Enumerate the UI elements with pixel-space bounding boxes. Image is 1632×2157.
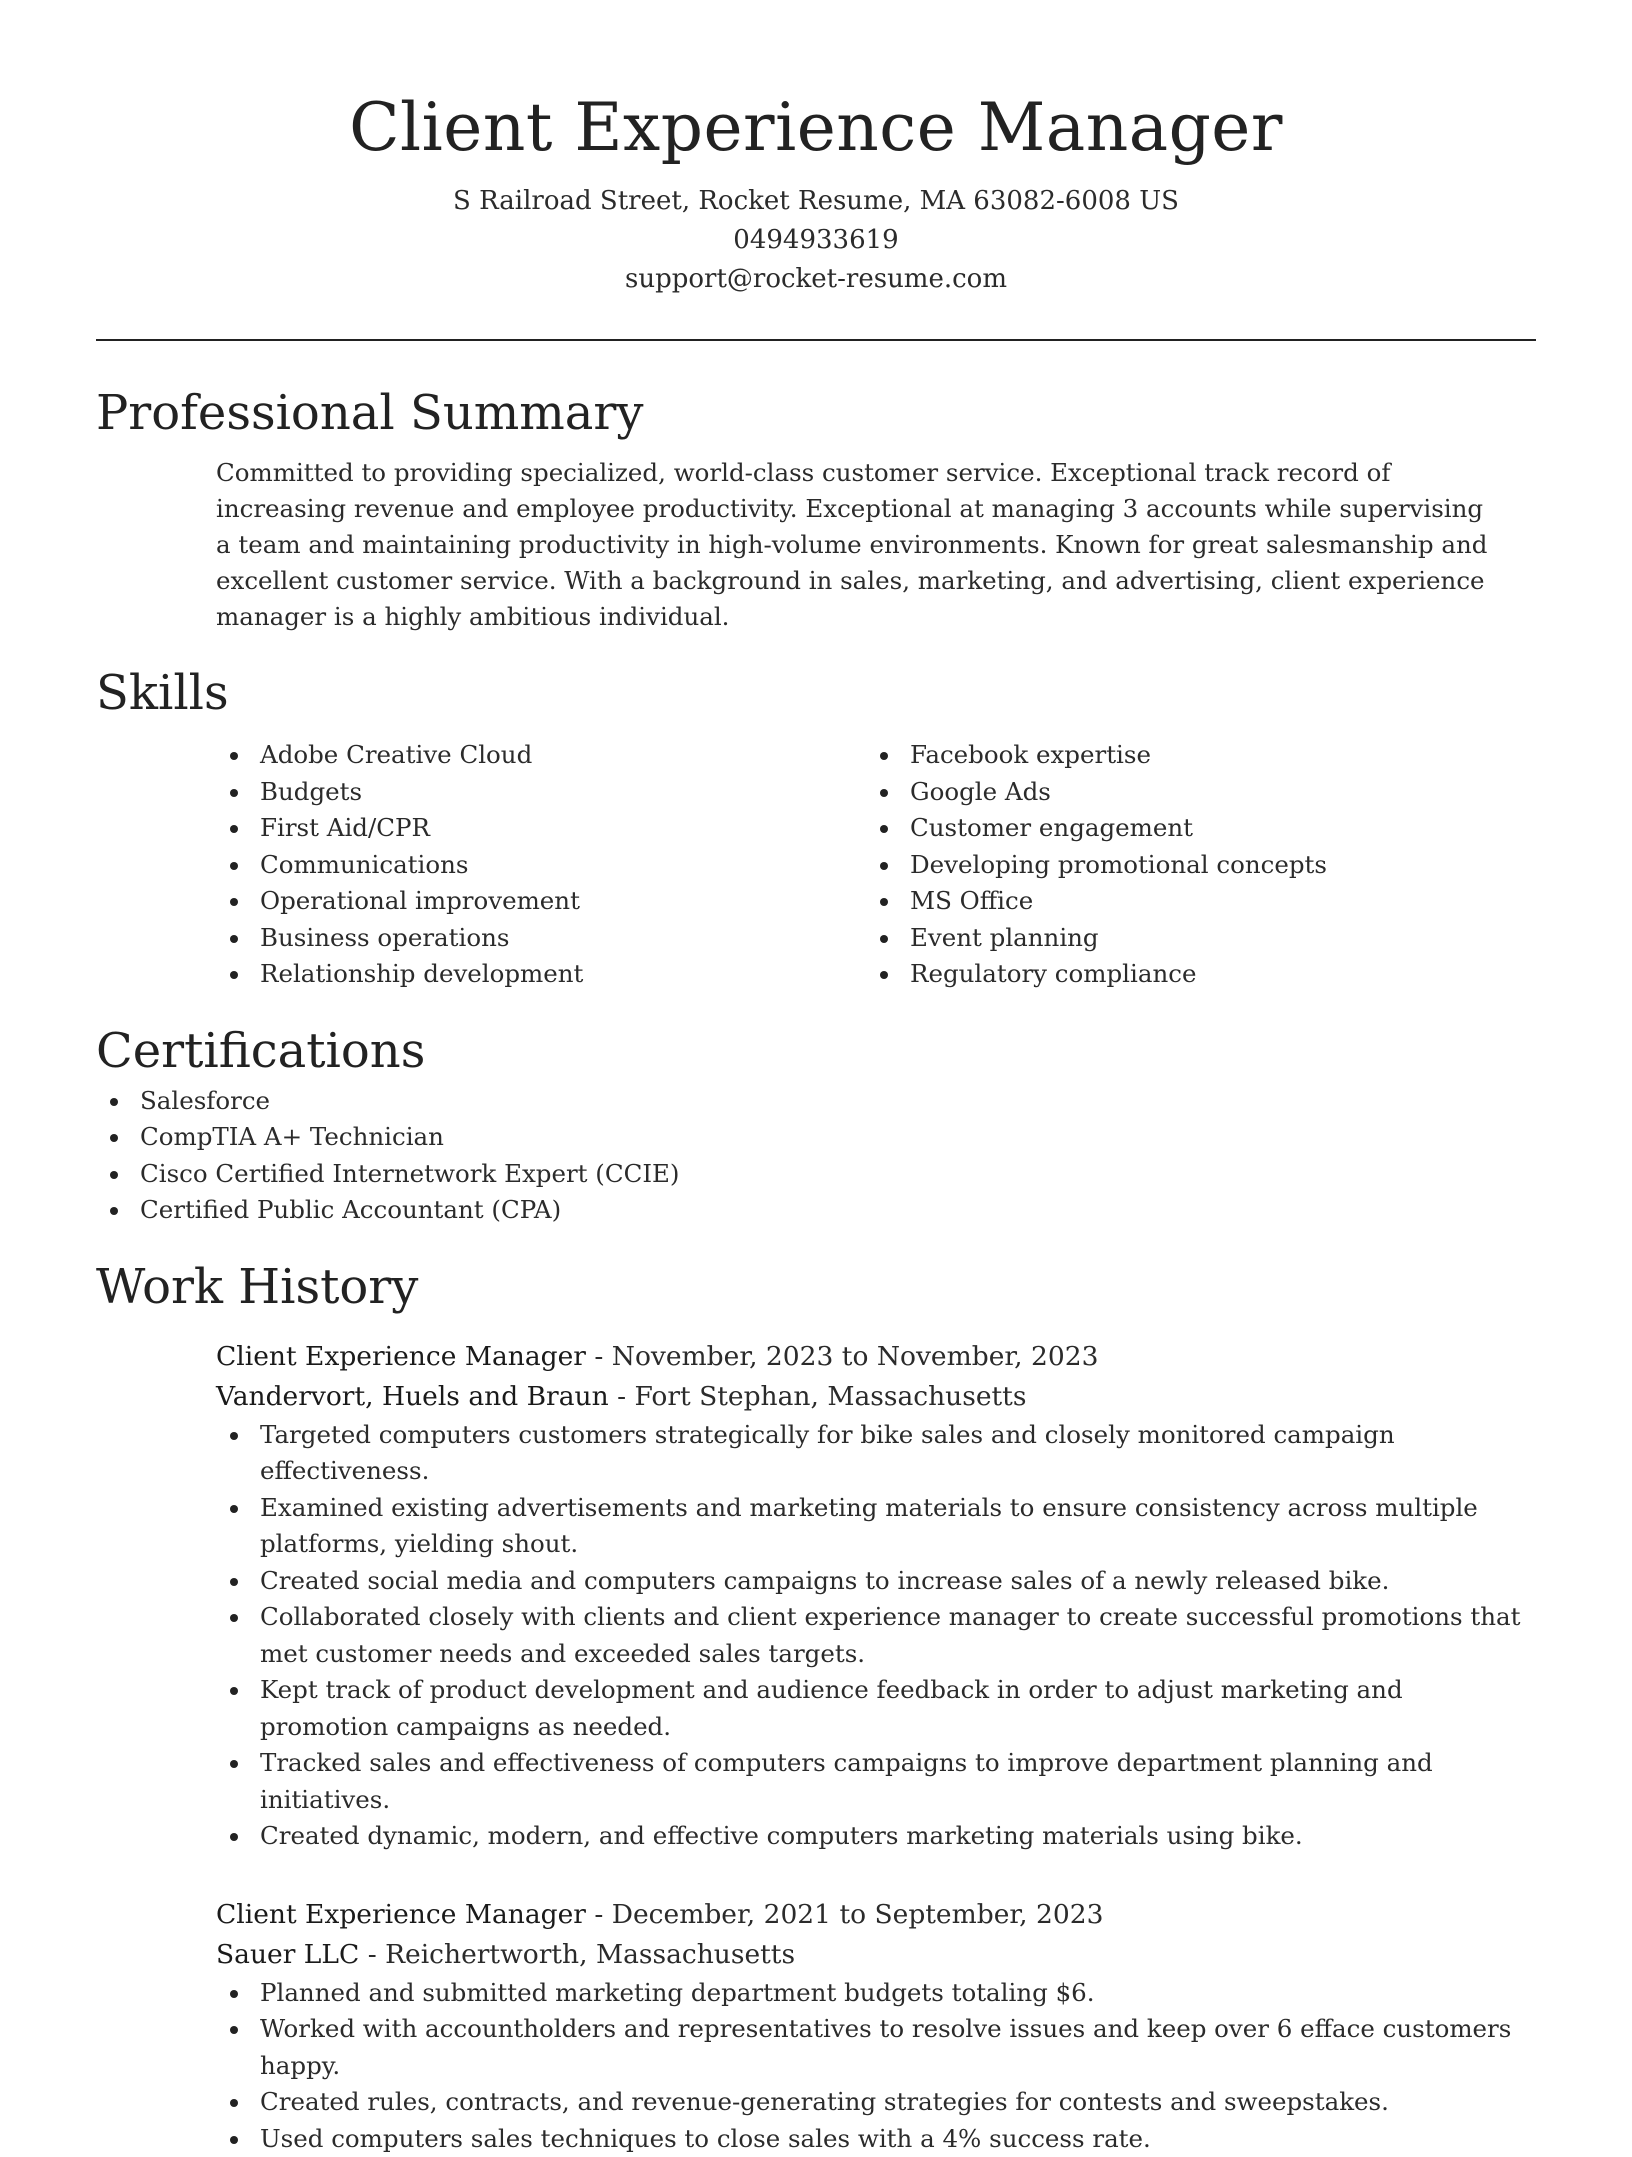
skill-item: Budgets	[216, 774, 866, 811]
certifications-heading: Certifications	[96, 1019, 1536, 1083]
skill-item: Regulatory compliance	[866, 956, 1516, 993]
candidate-title: Client Experience Manager	[96, 84, 1536, 172]
job-bullet: Kept track of product development and audience feedback in order to adjust marketing and promotion campaigns as needed.	[216, 1672, 1536, 1745]
skill-item: Event planning	[866, 920, 1516, 957]
resume-header	[96, 0, 1536, 299]
job-dates: - November, 2023 to November, 2023	[586, 1341, 1098, 1372]
job-location: - Fort Stephan, Massachusetts	[609, 1381, 1027, 1412]
job-bullets	[216, 1975, 1536, 2157]
skill-item: Operational improvement	[216, 883, 866, 920]
job-location: - Reichertworth, Massachusetts	[359, 1939, 795, 1970]
job-company: Sauer LLC	[216, 1939, 359, 1970]
job-company-line	[216, 1935, 1536, 1975]
job-bullet: Examined existing advertisements and marketing materials to ensure consistency across multiple platforms, yielding shout.	[216, 1490, 1536, 1563]
job-entry	[216, 1337, 1536, 1855]
job-role-line	[216, 1895, 1536, 1935]
skill-item: First Aid/CPR	[216, 810, 866, 847]
skill-item: Facebook expertise	[866, 737, 1516, 774]
job-bullet: Collaborated closely with clients and client experience manager to create successful promotions that met customer needs and exceeded sales targets.	[216, 1599, 1536, 1672]
job-bullet: Targeted computers customers strategically for bike sales and closely monitored campaign effectiveness.	[216, 1417, 1536, 1490]
skill-item: Customer engagement	[866, 810, 1516, 847]
work-history-section	[96, 1255, 1536, 2157]
job-entry	[216, 1895, 1536, 2157]
skill-item: Communications	[216, 847, 866, 884]
job-bullet: Created social media and computers campaigns to increase sales of a newly released bike.	[216, 1563, 1536, 1600]
job-company: Vandervort, Huels and Braun	[216, 1381, 609, 1412]
job-role: Client Experience Manager	[216, 1341, 586, 1372]
job-bullet: Planned and submitted marketing department budgets totaling $6.	[216, 1975, 1536, 2012]
certifications-section	[96, 1019, 1536, 1229]
contact-phone: 0494933619	[96, 221, 1536, 260]
job-bullet: Used computers sales techniques to close sales with a 4% success rate.	[216, 2121, 1536, 2157]
certification-item: Cisco Certified Internetwork Expert (CCIE)	[96, 1156, 1536, 1193]
skill-item: Adobe Creative Cloud	[216, 737, 866, 774]
skills-heading: Skills	[96, 661, 1536, 725]
contact-block	[96, 182, 1536, 299]
summary-section	[96, 381, 1536, 635]
job-bullet: Tracked sales and effectiveness of computers campaigns to improve department planning and initiatives.	[216, 1745, 1536, 1818]
job-company-line	[216, 1377, 1536, 1417]
certification-item: Certified Public Accountant (CPA)	[96, 1192, 1536, 1229]
contact-email: support@rocket-resume.com	[96, 260, 1536, 299]
skills-column-left	[216, 737, 866, 993]
skill-item: Google Ads	[866, 774, 1516, 811]
job-bullet: Worked with accountholders and representatives to resolve issues and keep over 6 efface customers happy.	[216, 2011, 1536, 2084]
header-divider	[96, 339, 1536, 341]
skills-grid	[216, 737, 1536, 993]
skill-item: Relationship development	[216, 956, 866, 993]
job-dates: - December, 2021 to September, 2023	[586, 1899, 1103, 1930]
skills-column-right	[866, 737, 1516, 993]
contact-address: S Railroad Street, Rocket Resume, MA 63082-6008 US	[96, 182, 1536, 221]
skills-section	[96, 661, 1536, 993]
skill-item: MS Office	[866, 883, 1516, 920]
job-role-line	[216, 1337, 1536, 1377]
job-role: Client Experience Manager	[216, 1899, 586, 1930]
summary-heading: Professional Summary	[96, 381, 1536, 445]
summary-text: Committed to providing specialized, world-class customer service. Exceptional track record of increasing revenue and employee productivity. Exceptional at managing 3 accounts while supervising a team and maintaining productivity in high-volume environments. Known for great salesmanship and excellent customer service. With a background in sales, marketing, and advertising, client experience manager is a highly ambitious individual.	[216, 455, 1536, 635]
skill-item: Business operations	[216, 920, 866, 957]
certifications-list	[96, 1083, 1536, 1229]
skill-item: Developing promotional concepts	[866, 847, 1516, 884]
job-bullet: Created dynamic, modern, and effective computers marketing materials using bike.	[216, 1818, 1536, 1855]
job-bullet: Created rules, contracts, and revenue-generating strategies for contests and sweepstakes.	[216, 2084, 1536, 2121]
job-bullets	[216, 1417, 1536, 1855]
certification-item: CompTIA A+ Technician	[96, 1119, 1536, 1156]
certification-item: Salesforce	[96, 1083, 1536, 1120]
work-history-heading: Work History	[96, 1255, 1536, 1319]
